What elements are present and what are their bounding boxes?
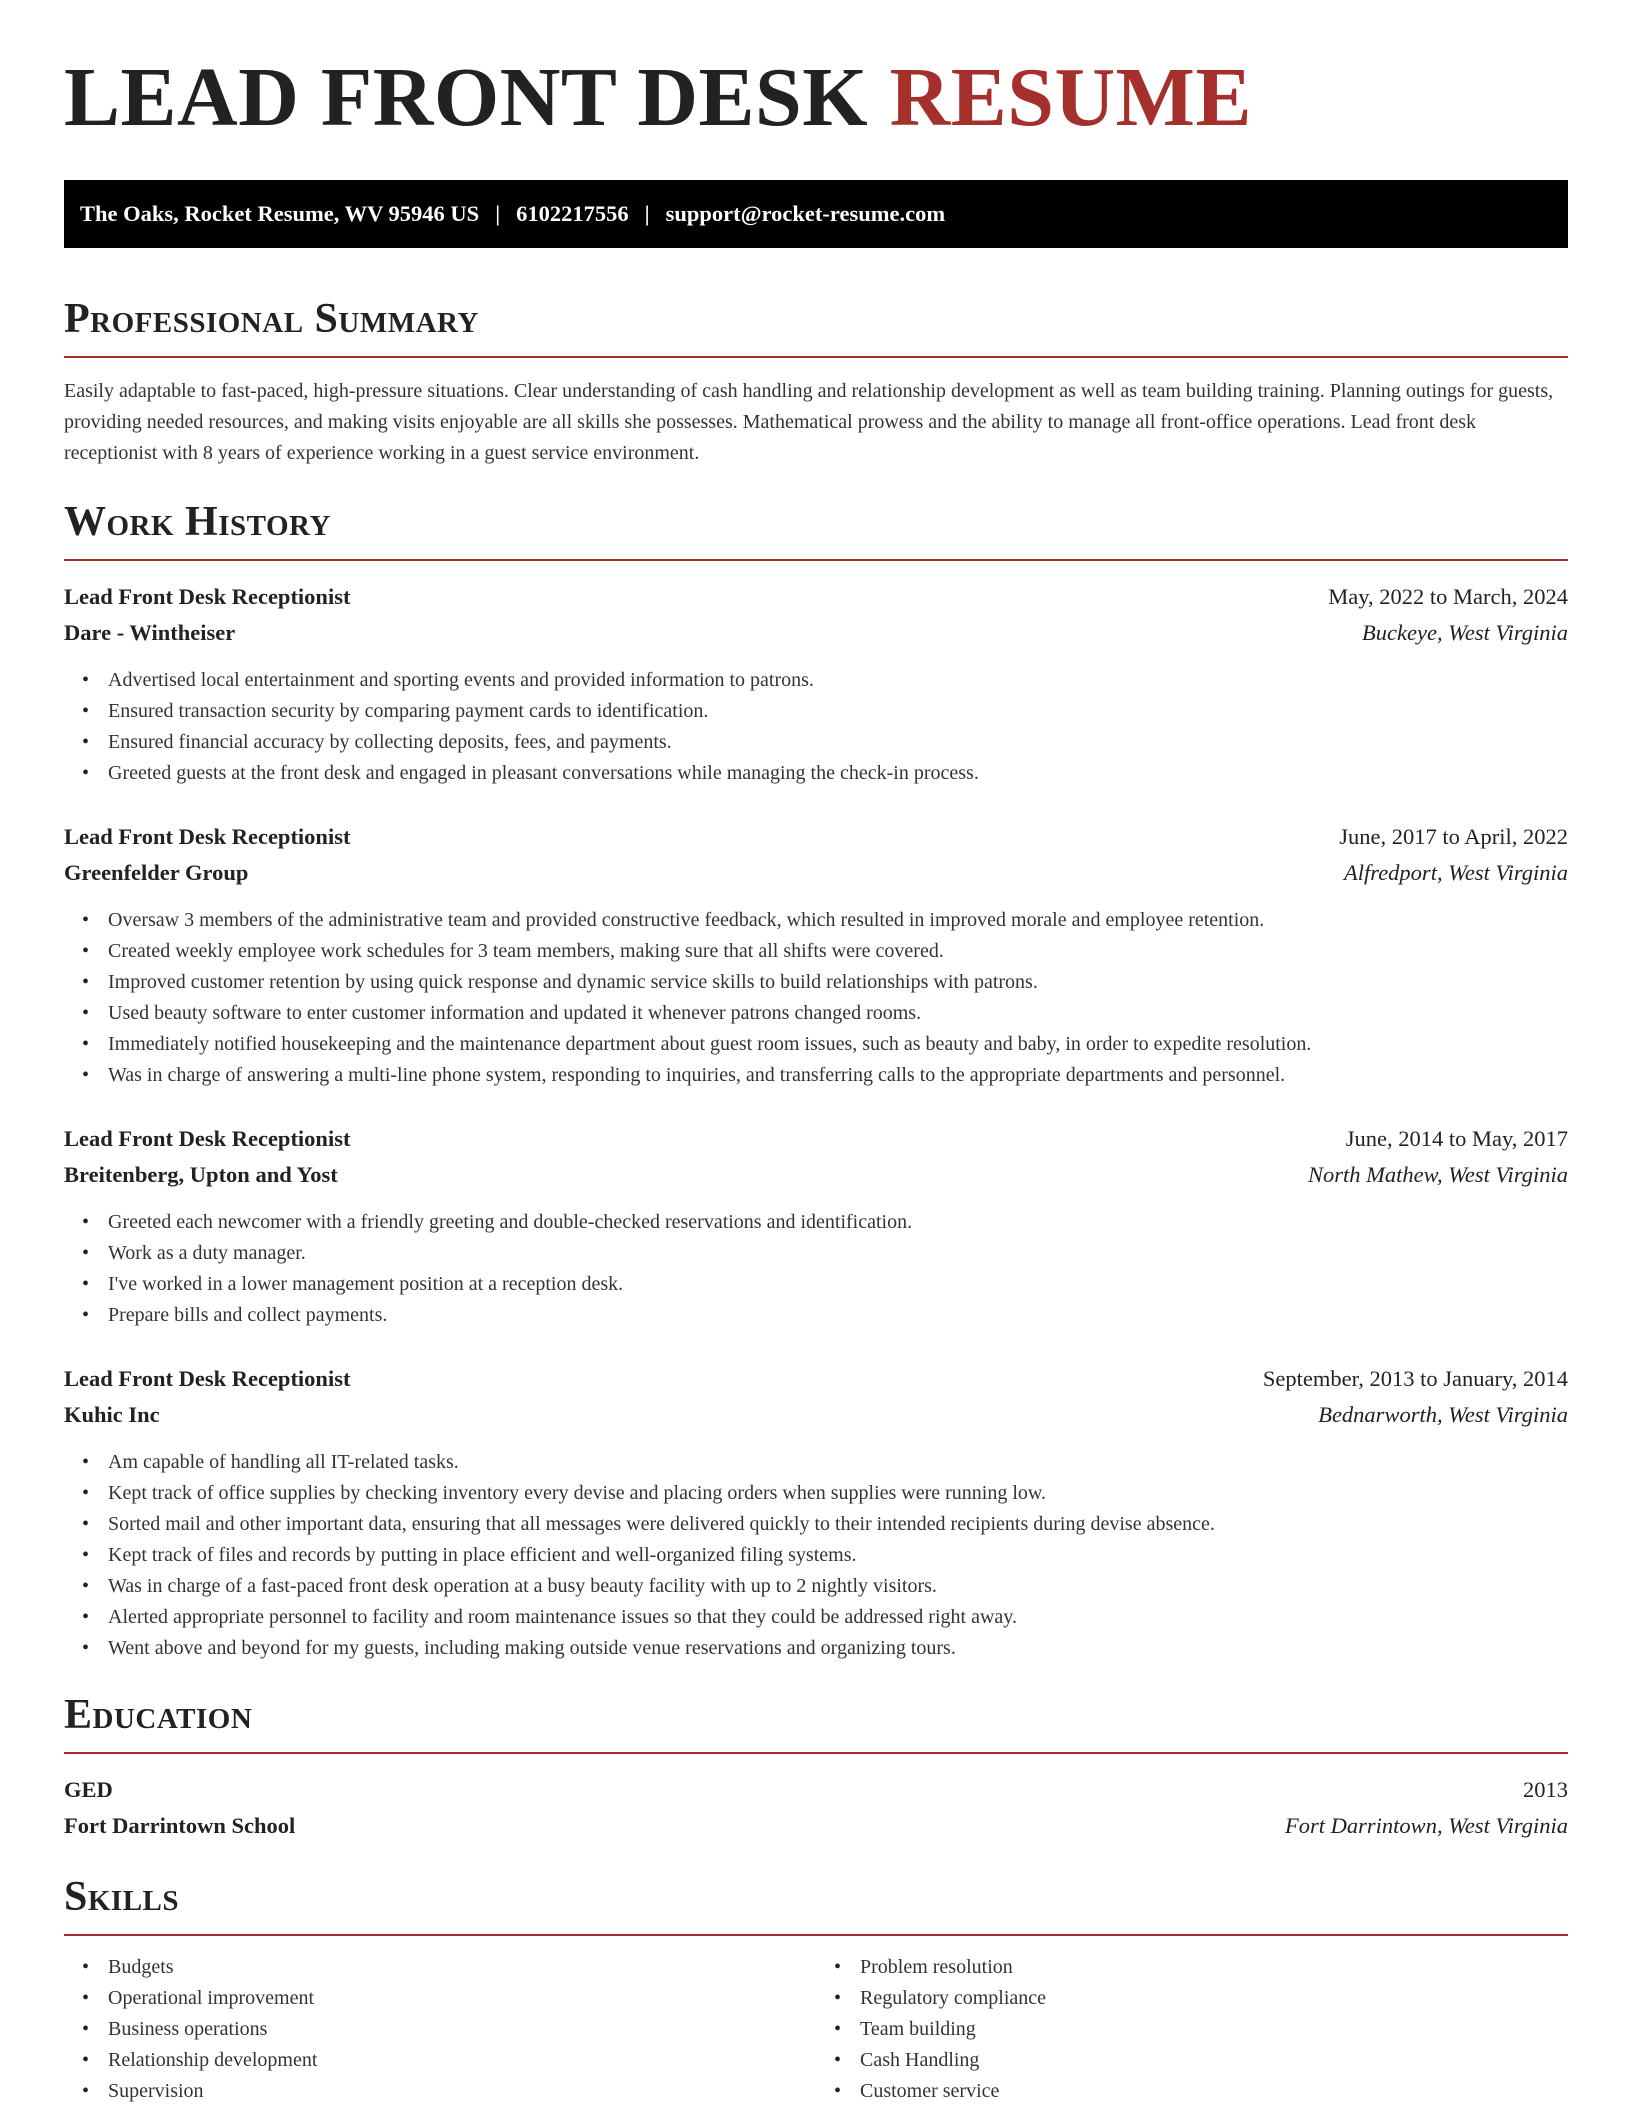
skill-item: • Supervision xyxy=(108,2076,816,2107)
job-bullet: • I've worked in a lower management position at a reception desk. xyxy=(108,1269,1568,1300)
summary-text: Easily adaptable to fast-paced, high-pressure situations. Clear understanding of cash handling and relationship development as well as team building training. Planning outings for guests, providing needed resources, and making visits enjoyable are all skills she possesses. Mathematical prowess and the ability to manage all front-office operations. Lead front desk receptionist with 8 years of experience working in a guest service environment. xyxy=(64,380,1554,464)
job-entry xyxy=(64,1121,1568,1331)
contact-bar xyxy=(64,180,1568,248)
job-company: Kuhic Inc xyxy=(64,1402,160,1427)
job-bullets xyxy=(64,905,1568,1091)
job-bullet: • Immediately notified housekeeping and the maintenance department about guest room issues, such as beauty and baby, in order to expedite resolution. xyxy=(108,1029,1568,1060)
job-bullet: • Prepare bills and collect payments. xyxy=(108,1300,1568,1331)
education-location: Fort Darrintown, West Virginia xyxy=(1285,1813,1568,1838)
skill-item: • Regulatory compliance xyxy=(860,1983,1568,2014)
job-entry xyxy=(64,579,1568,789)
job-bullet: • Was in charge of a fast-paced front desk operation at a busy beauty facility with up to 2 nightly visitors. xyxy=(108,1571,1568,1602)
work-history-heading: Work History xyxy=(64,499,331,545)
title-main: LEAD FRONT DESK xyxy=(64,51,869,144)
job-bullet: • Sorted mail and other important data, ensuring that all messages were delivered quickly to their intended recipients during devise absence. xyxy=(108,1509,1568,1540)
job-location: Alfredport, West Virginia xyxy=(1344,860,1568,885)
job-dates: May, 2022 to March, 2024 xyxy=(1328,584,1568,609)
education-heading: Education xyxy=(64,1692,253,1738)
skill-item: • Problem resolution xyxy=(860,1952,1568,1983)
job-bullet: • Improved customer retention by using quick response and dynamic service skills to build relationships with patrons. xyxy=(108,967,1568,998)
section-divider xyxy=(64,1934,1568,1936)
job-title: Lead Front Desk Receptionist xyxy=(64,1126,351,1151)
job-bullet: • Went above and beyond for my guests, including making outside venue reservations and organizing tours. xyxy=(108,1633,1568,1664)
job-bullet: • Kept track of office supplies by checking inventory every devise and placing orders when supplies were running low. xyxy=(108,1478,1568,1509)
resume-title xyxy=(64,51,1568,144)
education-school: Fort Darrintown School xyxy=(64,1813,296,1838)
job-bullets xyxy=(64,1447,1568,1664)
job-dates: June, 2017 to April, 2022 xyxy=(1339,824,1568,849)
job-bullet: • Was in charge of answering a multi-line phone system, responding to inquiries, and transferring calls to the appropriate departments and personnel. xyxy=(108,1060,1568,1091)
title-accent: RESUME xyxy=(889,51,1252,144)
job-bullet: • Ensured transaction security by comparing payment cards to identification. xyxy=(108,696,1568,727)
summary-section xyxy=(64,298,1568,469)
job-bullet: • Greeted each newcomer with a friendly greeting and double-checked reservations and identification. xyxy=(108,1207,1568,1238)
contact-separator: | xyxy=(495,201,501,226)
job-title: Lead Front Desk Receptionist xyxy=(64,1366,351,1391)
job-bullet: • Used beauty software to enter customer information and updated it whenever patrons changed rooms. xyxy=(108,998,1568,1029)
job-bullet: • Alerted appropriate personnel to facility and room maintenance issues so that they could be addressed right away. xyxy=(108,1602,1568,1633)
job-bullet: • Work as a duty manager. xyxy=(108,1238,1568,1269)
skill-item: • Relationship development xyxy=(108,2045,816,2076)
job-entry xyxy=(64,1361,1568,1664)
skills-columns xyxy=(64,1952,1568,2107)
job-location: Bednarworth, West Virginia xyxy=(1318,1402,1568,1427)
skills-list-right xyxy=(816,1952,1568,2107)
job-bullet: • Ensured financial accuracy by collecting deposits, fees, and payments. xyxy=(108,727,1568,758)
contact-separator: | xyxy=(644,201,650,226)
job-bullet: • Advertised local entertainment and sporting events and provided information to patrons. xyxy=(108,665,1568,696)
job-dates: June, 2014 to May, 2017 xyxy=(1345,1126,1568,1151)
job-title: Lead Front Desk Receptionist xyxy=(64,584,351,609)
education-section xyxy=(64,1694,1568,1844)
skills-list-left xyxy=(64,1952,816,2107)
job-bullet: • Greeted guests at the front desk and engaged in pleasant conversations while managing the check-in process. xyxy=(108,758,1568,789)
job-bullet: • Created weekly employee work schedules for 3 team members, making sure that all shifts were covered. xyxy=(108,936,1568,967)
skills-section xyxy=(64,1876,1568,2107)
skill-item: • Cash Handling xyxy=(860,2045,1568,2076)
job-location: North Mathew, West Virginia xyxy=(1307,1162,1568,1187)
job-bullet: • Oversaw 3 members of the administrative team and provided constructive feedback, which resulted in improved morale and employee retention. xyxy=(108,905,1568,936)
job-location: Buckeye, West Virginia xyxy=(1362,620,1568,645)
job-entry xyxy=(64,819,1568,1091)
contact-email: support@rocket-resume.com xyxy=(665,201,946,226)
skills-heading: Skills xyxy=(64,1874,180,1920)
job-bullets xyxy=(64,665,1568,789)
skill-item: • Operational improvement xyxy=(108,1983,816,2014)
skill-item: • Budgets xyxy=(108,1952,816,1983)
job-company: Dare - Wintheiser xyxy=(64,620,236,645)
contact-phone: 6102217556 xyxy=(516,201,629,226)
job-company: Greenfelder Group xyxy=(64,860,249,885)
job-dates: September, 2013 to January, 2014 xyxy=(1262,1366,1568,1391)
education-degree: GED xyxy=(64,1777,113,1802)
skill-item: • Customer service xyxy=(860,2076,1568,2107)
job-title: Lead Front Desk Receptionist xyxy=(64,824,351,849)
summary-heading: Professional Summary xyxy=(64,296,479,342)
contact-address: The Oaks, Rocket Resume, WV 95946 US xyxy=(80,201,480,226)
skill-item: • Team building xyxy=(860,2014,1568,2045)
education-year: 2013 xyxy=(1523,1777,1568,1802)
job-company: Breitenberg, Upton and Yost xyxy=(64,1162,338,1187)
job-bullets xyxy=(64,1207,1568,1331)
job-bullet: • Am capable of handling all IT-related tasks. xyxy=(108,1447,1568,1478)
job-bullet: • Kept track of files and records by putting in place efficient and well-organized filing systems. xyxy=(108,1540,1568,1571)
work-history-section xyxy=(64,501,1568,1664)
section-divider xyxy=(64,1752,1568,1754)
skill-item: • Business operations xyxy=(108,2014,816,2045)
section-divider xyxy=(64,559,1568,561)
section-divider xyxy=(64,356,1568,358)
